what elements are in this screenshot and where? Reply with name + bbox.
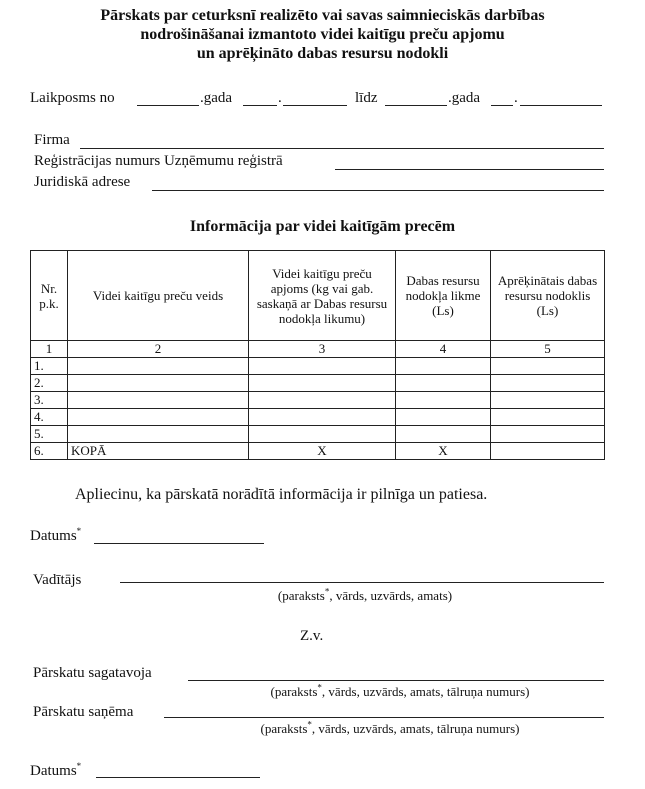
- sanema-note: [220, 721, 560, 737]
- table-row: [31, 443, 605, 460]
- sanema-note-b: , vārds, uzvārds, amats, tālruņa numurs): [311, 721, 520, 736]
- sanema-note-a: (paraksts: [260, 721, 308, 736]
- firma-field[interactable]: [80, 148, 604, 149]
- table-cell[interactable]: [249, 375, 396, 392]
- table-cell[interactable]: X: [396, 443, 491, 460]
- period-dot-1: .: [278, 90, 282, 106]
- asterisk-mark: *: [324, 586, 330, 597]
- table-cell[interactable]: [491, 409, 605, 426]
- table-cell[interactable]: [68, 409, 249, 426]
- header-tax-rate: Dabas resursu nodokļa likme (Ls): [396, 251, 491, 341]
- column-number: 1: [31, 341, 68, 358]
- table-cell: 5.: [31, 426, 68, 443]
- table-cell[interactable]: [396, 392, 491, 409]
- sanema-signature-field[interactable]: [164, 717, 604, 718]
- datums2-label: [30, 762, 81, 780]
- sagatavoja-note-b: , vārds, uzvārds, amats, tālruņa numurs): [321, 684, 530, 699]
- table-cell[interactable]: [491, 426, 605, 443]
- registration-field[interactable]: [335, 169, 604, 170]
- table-row: [31, 358, 605, 375]
- certify-text: Apliecinu, ka pārskatā norādītā informācija ir pilnīga un patiesa.: [75, 486, 488, 503]
- asterisk-mark: *: [76, 761, 82, 771]
- period-to-month-field[interactable]: [491, 105, 513, 106]
- table-cell[interactable]: [249, 409, 396, 426]
- table-cell[interactable]: [396, 409, 491, 426]
- table-cell[interactable]: [249, 426, 396, 443]
- document-title: [0, 6, 645, 63]
- stamp-place: Z.v.: [300, 628, 324, 644]
- table-cell: 1.: [31, 358, 68, 375]
- period-dot-2: .: [514, 90, 518, 106]
- firma-label: Firma: [34, 132, 70, 148]
- sanema-label: Pārskatu saņēma: [33, 704, 134, 720]
- period-from-day-field[interactable]: [137, 105, 199, 106]
- column-number: 2: [68, 341, 249, 358]
- table-cell[interactable]: [491, 443, 605, 460]
- table-cell: 4.: [31, 409, 68, 426]
- section-title: Informācija par videi kaitīgām precēm: [189, 218, 456, 235]
- table-row: [31, 409, 605, 426]
- table-header-row: [31, 251, 605, 341]
- column-number: 3: [249, 341, 396, 358]
- datums-label-text: Datums: [30, 528, 77, 544]
- period-label: Laikposms no: [30, 90, 115, 106]
- table-cell[interactable]: [68, 358, 249, 375]
- datums2-label-text: Datums: [30, 763, 77, 779]
- datums2-field[interactable]: [96, 777, 260, 778]
- table-cell[interactable]: [491, 375, 605, 392]
- header-goods-type: Videi kaitīgu preču veids: [68, 251, 249, 341]
- sagatavoja-note-a: (paraksts: [270, 684, 318, 699]
- address-label: Juridiskā adrese: [34, 174, 131, 190]
- address-field[interactable]: [152, 190, 604, 191]
- title-line-2: nodrošināšanai izmantoto videi kaitīgu preču apjomu: [140, 26, 505, 43]
- header-nr: Nr. p.k.: [31, 251, 68, 341]
- title-line-1: Pārskats par ceturksnī realizēto vai savas saimnieciskās darbības: [100, 7, 545, 24]
- sagatavoja-signature-field[interactable]: [188, 680, 604, 681]
- period-gada-1: .gada: [200, 90, 233, 106]
- table-cell[interactable]: [68, 426, 249, 443]
- table-cell[interactable]: [249, 392, 396, 409]
- table-cell[interactable]: KOPĀ: [68, 443, 249, 460]
- vaditajs-note-b: , vārds, uzvārds, amats): [329, 588, 453, 603]
- sagatavoja-note: [230, 684, 570, 700]
- period-from-month-field[interactable]: [243, 105, 277, 106]
- datums-field[interactable]: [94, 543, 264, 544]
- vaditajs-note: [220, 588, 510, 604]
- table-cell[interactable]: [396, 426, 491, 443]
- asterisk-mark: *: [76, 526, 82, 536]
- column-number-row: [31, 341, 605, 358]
- title-line-3: un aprēķināto dabas resursu nodokli: [196, 45, 449, 62]
- datums-label: [30, 527, 81, 545]
- table-cell: 2.: [31, 375, 68, 392]
- table-row: [31, 375, 605, 392]
- column-number: 5: [491, 341, 605, 358]
- table-row: [31, 426, 605, 443]
- period-from-year-field[interactable]: [283, 105, 347, 106]
- table-cell[interactable]: [491, 358, 605, 375]
- table-cell[interactable]: [68, 375, 249, 392]
- column-number: 4: [396, 341, 491, 358]
- period-gada-2: .gada: [448, 90, 481, 106]
- header-goods-amount: Videi kaitīgu preču apjoms (kg vai gab. saskaņā ar Dabas resursu nodokļa likumu): [249, 251, 396, 341]
- table-cell[interactable]: [396, 358, 491, 375]
- table-cell: 6.: [31, 443, 68, 460]
- asterisk-mark: *: [317, 682, 322, 693]
- table-cell: 3.: [31, 392, 68, 409]
- goods-table: [30, 250, 605, 460]
- period-to-day-field[interactable]: [385, 105, 447, 106]
- table-cell[interactable]: [396, 375, 491, 392]
- table-cell[interactable]: [491, 392, 605, 409]
- period-lidz: līdz: [355, 90, 378, 106]
- vaditajs-signature-field[interactable]: [120, 582, 604, 583]
- vaditajs-label: Vadītājs: [33, 572, 82, 588]
- table-cell[interactable]: [249, 358, 396, 375]
- header-calculated-tax: Aprēķinātais dabas resursu nodoklis (Ls): [491, 251, 605, 341]
- registration-label: Reģistrācijas numurs Uzņēmumu reģistrā: [34, 153, 283, 169]
- table-row: [31, 392, 605, 409]
- table-cell[interactable]: [68, 392, 249, 409]
- sagatavoja-label: Pārskatu sagatavoja: [33, 665, 152, 681]
- period-to-year-field[interactable]: [520, 105, 602, 106]
- vaditajs-note-a: (paraksts: [277, 588, 325, 603]
- asterisk-mark: *: [307, 719, 312, 730]
- table-cell[interactable]: X: [249, 443, 396, 460]
